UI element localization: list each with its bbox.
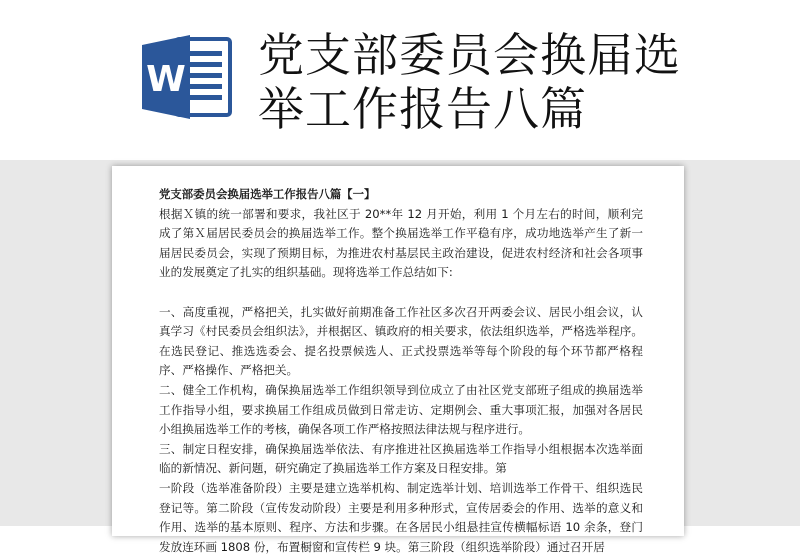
paragraph-1: 根据Ｘ镇的统一部署和要求，我社区于 20**年 12 月开始，利用 1 个月左右的时间，顺利完成了第Ｘ届居民委员会的换届选举工作。整个换届选举工作平稳有序，成功地选举产生了新一届居民委员会，实现了预期目标，为推进农村基层民主政治建设，促进农村经济和社会各项事业的发展奠定了扎实的组织基础。现将选举工作总结如下: [159,206,643,280]
page-title [258,28,778,136]
word-icon-letter: W [146,59,186,100]
paragraph-4: 三、制定日程安排，确保换届选举依法、有序推进社区换届选举工作指导小组根据本次选举面临的新情况、新问题，研究确定了换届选举工作方案及日程安排。第 [159,441,643,476]
word-icon [140,33,232,121]
title-line-1: 党支部委员会换届选 [258,28,681,82]
paragraph-3: 二、健全工作机构，确保换届选举工作组织领导到位成立了由社区党支部班子组成的换届选举工作指导小组，要求换届工作组成员做到日常走访、定期例会、重大事项汇报，加强对各居民小组换届选举工作的考核，确保各项工作严格按照法律法规与程序进行。 [159,382,643,437]
word-logo-svg [140,33,232,121]
header-banner [0,0,800,160]
document-page [112,166,684,554]
blank-line [159,283,643,303]
paragraph-2: 一、高度重视，严格把关，扎实做好前期准备工作社区多次召开两委会议、居民小组会议，认真学习《村民委员会组织法》，并根据区、镇政府的相关要求，依法组织选举，严格选举程序。在选民登记、推选选委会、提名投票候选人、正式投票选举等每个阶段的每个环节都严格程序、严格操作、严格把关。 [159,304,643,378]
document-body [159,185,643,557]
document-heading: 党支部委员会换届选举工作报告八篇【一】 [159,187,376,201]
title-line-2: 举工作报告八篇 [258,82,587,136]
paragraph-5: 一阶段（选举准备阶段）主要是建立选举机构、制定选举计划、培训选举工作骨干、组织选民登记等。第二阶段（宣传发动阶段）主要是利用多种形式，宣传居委会的作用、选举的意义和作用、选举的基本原则、程序、方法和步骤。在各居民小组悬挂宣传横幅标语 10 余条，登门发放连环画 1808 份，布置橱窗和宣传栏 9 块。第三阶段（组织选举阶段）通过召开居 [159,480,643,554]
